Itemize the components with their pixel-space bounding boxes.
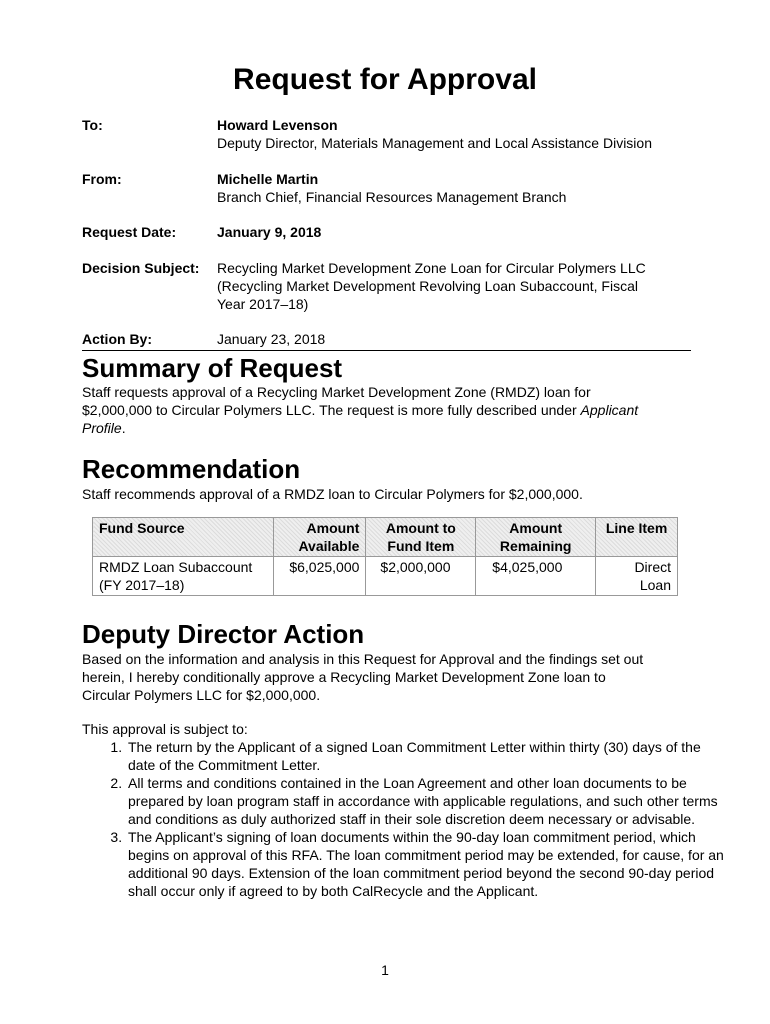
- list-item: 3. The Applicant’s signing of loan documents within the 90-day loan commitment period, which begins on approval of this RFA. The loan commitment period may be extended, for cause, for an additional 90 days. Extension of the loan commitment period beyond the second 90-day period shall occur only if agreed to by both CalRecycle and the Applicant.: [126, 828, 726, 900]
- list-item: 2. All terms and conditions contained in the Loan Agreement and other loan documents to be prepared by loan program staff in accordance with applicable regulations, and such other terms and conditions as duly authorized staff in their sole discretion deem necessary or advisable.: [126, 774, 726, 828]
- summary-end: .: [121, 420, 126, 436]
- col-header-fund-source: [93, 518, 274, 557]
- to-value: [217, 116, 697, 152]
- header-text: Available: [298, 538, 360, 554]
- list-item: 1. The return by the Applicant of a signed Loan Commitment Letter within thirty (30) days of the date of the Commitment Letter.: [126, 738, 726, 774]
- decision-subject-value: [217, 259, 697, 313]
- deputy-action-heading: Deputy Director Action: [82, 619, 365, 649]
- from-value: [217, 170, 697, 206]
- request-date-row: [82, 223, 692, 243]
- section-divider: [82, 350, 691, 351]
- to-row: [82, 116, 692, 156]
- request-date-label: Request Date:: [82, 224, 177, 240]
- decision-subject-line: (Recycling Market Development Revolving Loan Subaccount, Fiscal: [217, 278, 638, 294]
- fund-table-header: [93, 518, 678, 557]
- to-label: To:: [82, 117, 103, 133]
- header-text: Amount: [306, 520, 360, 536]
- to-name: Howard Levenson: [217, 117, 338, 133]
- table-row: [93, 557, 678, 596]
- header-text: Fund Item: [387, 538, 455, 554]
- cell-text: (FY 2017–18): [99, 577, 185, 593]
- summary-line: [82, 419, 694, 437]
- summary-line: [82, 401, 694, 419]
- action-by-value: January 23, 2018: [217, 331, 326, 347]
- header-text: Amount to: [385, 520, 456, 536]
- deputy-action-line: Circular Polymers LLC for $2,000,000.: [82, 687, 321, 703]
- from-label: From:: [82, 171, 122, 187]
- recommendation-text: Staff recommends approval of a RMDZ loan to Circular Polymers for $2,000,000.: [82, 486, 583, 502]
- summary-heading: Summary of Request: [82, 353, 343, 383]
- summary-line: Staff requests approval of a Recycling Market Development Zone (RMDZ) loan for: [82, 384, 591, 400]
- decision-subject-line: Year 2017–18): [217, 296, 309, 312]
- document-title: Request for Approval: [233, 63, 537, 96]
- deputy-action-line: Based on the information and analysis in this Request for Approval and the findings set out: [82, 651, 644, 667]
- summary-line-text: $2,000,000 to Circular Polymers LLC. The request is more fully described under: [82, 402, 581, 418]
- conditions-list: [82, 738, 726, 900]
- profile-reference: Profile: [82, 420, 122, 436]
- from-row: [82, 170, 692, 210]
- cell-amount-remaining: $4,025,000: [476, 557, 596, 596]
- decision-subject-label: Decision Subject:: [82, 260, 200, 276]
- page-number: 1: [381, 962, 389, 978]
- col-header-amount-remaining: [476, 518, 596, 557]
- header-text: Fund Source: [99, 520, 185, 536]
- header-text: Amount: [509, 520, 563, 536]
- decision-subject-row: [82, 259, 692, 315]
- cell-fund-source: [93, 557, 274, 596]
- col-header-amount-to-fund: [366, 518, 476, 557]
- header-text: Remaining: [499, 538, 572, 554]
- subject-to-text: This approval is subject to:: [82, 721, 248, 737]
- cell-line-item: [596, 557, 678, 596]
- col-header-amount-available: [274, 518, 366, 557]
- fund-table: [92, 517, 678, 596]
- cell-text: Loan: [639, 577, 671, 593]
- cell-amount-to-fund: $2,000,000: [366, 557, 476, 596]
- to-position: Deputy Director, Materials Management and Local Assistance Division: [217, 135, 652, 151]
- col-header-line-item: [596, 518, 678, 557]
- decision-subject-line: Recycling Market Development Zone Loan for Circular Polymers LLC: [217, 260, 646, 276]
- cell-amount-available: $6,025,000: [274, 557, 366, 596]
- cell-text: RMDZ Loan Subaccount: [99, 559, 253, 575]
- request-date-value: January 9, 2018: [217, 224, 322, 240]
- deputy-action-line: herein, I hereby conditionally approve a Recycling Market Development Zone loan to: [82, 669, 606, 685]
- cell-text: Direct: [634, 559, 671, 575]
- from-name: Michelle Martin: [217, 171, 319, 187]
- header-text: Line Item: [605, 520, 668, 536]
- applicant-reference: Applicant: [580, 402, 639, 418]
- summary-text: [82, 383, 694, 437]
- action-by-label: Action By:: [82, 331, 152, 347]
- action-by-row: [82, 330, 692, 350]
- recommendation-heading: Recommendation: [82, 454, 301, 484]
- from-position: Branch Chief, Financial Resources Management Branch: [217, 189, 567, 205]
- deputy-action-text: [82, 650, 694, 704]
